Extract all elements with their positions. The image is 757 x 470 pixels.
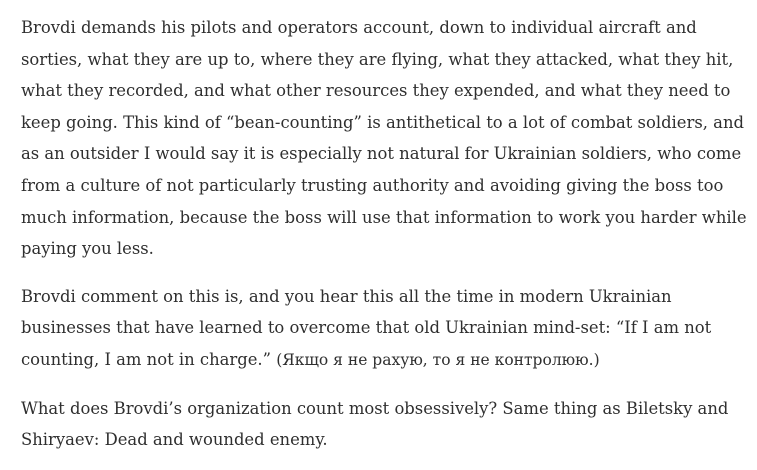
paragraph-accounting [21, 12, 747, 265]
paragraph-counting-quote-text: Brovdi comment on this is, and you hear this all the time in modern Ukrainian businesses that have learned to overcome that old Ukrainian mind-set: “If I am not counting, I am not in charge.” [21, 286, 712, 369]
paragraph-accounting-text: Brovdi demands his pilots and operators account, down to individual aircraft and sorties, what they are up to, where they are flying, what they attacked, what they hit, what they recorded, and what other resources they expended, and what they need to keep going. This kind of “bean-counting” is antithetical to a lot of combat soldiers, and as an outsider I would say it is especially not natural for Ukrainian soldiers, who come from a culture of not particularly trusting authority and avoiding giving the boss too much information, because the boss will use that information to work you harder while paying you less. [21, 18, 747, 259]
paragraph-counting-quote [21, 281, 747, 377]
ukrainian-quote: (Якщо я не рахую, то я не контролюю.) [276, 350, 600, 369]
article-body [21, 12, 747, 456]
paragraph-count-obsession-text: What does Brovdi’s organization count most obsessively? Same thing as Biletsky and Shiryaev: Dead and wounded enemy. [21, 398, 729, 450]
paragraph-count-obsession [21, 393, 747, 456]
